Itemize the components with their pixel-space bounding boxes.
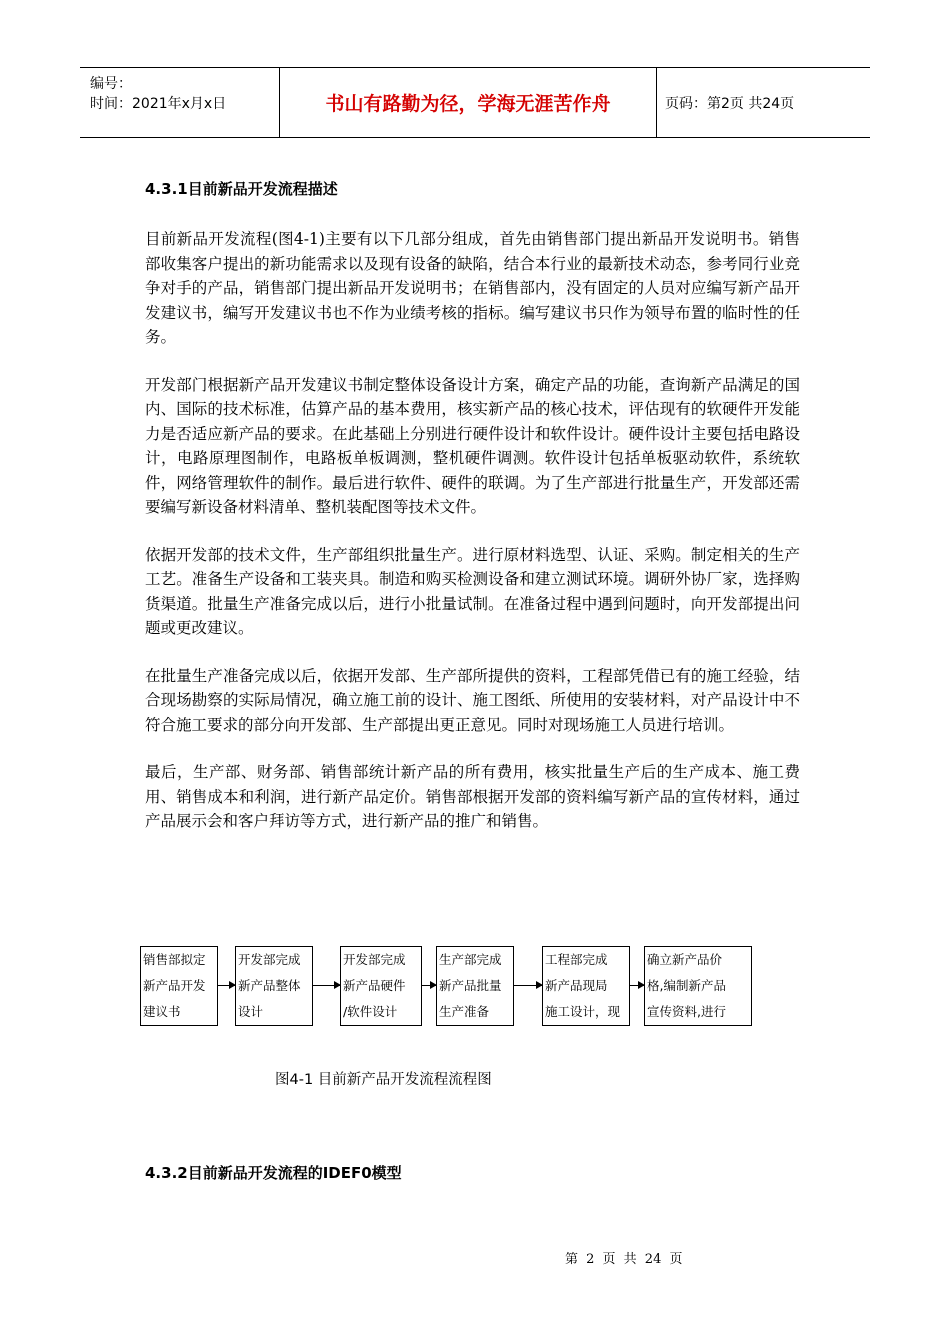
header-motto: 书山有路勤为径，学海无涯苦作舟 — [280, 68, 657, 137]
flow-box-line: 格,编制新产品 — [647, 978, 726, 993]
flow-box-sales — [140, 946, 218, 1026]
flow-box-line: 建议书 — [143, 1004, 181, 1019]
flow-box-line: 新产品硬件 — [343, 978, 406, 993]
section-1-heading: 4.3.1目前新品开发流程描述 — [145, 180, 338, 198]
flow-box-line: 销售部拟定 — [143, 952, 206, 967]
flow-box-line: /软件设计 — [343, 1004, 398, 1019]
flow-box-line: 新产品批量 — [439, 978, 502, 993]
flow-box-line: 新产品开发 — [143, 978, 206, 993]
flow-box-line: 设计 — [238, 1004, 264, 1019]
flow-box-engineering — [542, 946, 630, 1026]
header-meta — [80, 68, 280, 137]
flowchart — [140, 946, 760, 1028]
flow-box-line: 开发部完成 — [343, 952, 406, 967]
paragraph: 开发部门根据新产品开发建议书制定整体设备设计方案，确定产品的功能，查询新产品满足的国内、国际的技术标准，估算产品的基本费用，核实新产品的核心技术，评估现有的软硬件开发能力是否适应新产品的要求。在此基础上分别进行硬件设计和软件设计。硬件设计主要包括电路设计，电路原理图制作，电路板单板调测，整机硬件调测。软件设计包括单板驱动软件，系统软件，网络管理软件的制作。最后进行软件、硬件的联调。为了生产部进行批量生产，开发部还需要编写新设备材料清单、整机装配图等技术文件。 — [145, 375, 800, 516]
flow-box-pricing — [644, 946, 752, 1026]
flow-box-dev-hw-sw — [340, 946, 422, 1026]
flow-arrow — [630, 985, 644, 986]
paragraph: 在批量生产准备完成以后，依据开发部、生产部所提供的资料，工程部凭借已有的施工经验，结合现场勘察的实际局情况，确立施工前的设计、施工图纸、所使用的安装材料，对产品设计中不符合施工要求的部分向开发部、生产部提出更正意见。同时对现场施工人员进行培训。 — [145, 666, 800, 734]
figure-caption: 图4-1 目前新产品开发流程流程图 — [275, 1072, 492, 1088]
flow-box-line: 工程部完成 — [545, 952, 608, 967]
flow-box-line: 新产品现局 — [545, 978, 608, 993]
section-2-heading: 4.3.2目前新品开发流程的IDEF0模型 — [145, 1164, 402, 1182]
header-table — [80, 67, 870, 138]
paragraph: 最后，生产部、财务部、销售部统计新产品的所有费用，核实批量生产后的生产成本、施工费用、销售成本和利润，进行新产品定价。销售部根据开发部的资料编写新产品的宣传材料，通过产品展示会和客户拜访等方式，进行新产品的推广和销售。 — [145, 763, 800, 830]
flow-arrow — [514, 985, 542, 986]
time-label: 时间：2021年x月x日 — [90, 96, 227, 112]
flow-box-line: 新产品整体 — [238, 978, 301, 993]
flow-arrow — [422, 985, 436, 986]
flow-box-line: 宣传资料,进行 — [647, 1004, 726, 1019]
flow-box-line: 生产准备 — [439, 1004, 490, 1019]
paragraph: 目前新品开发流程(图4-1)主要有以下几部分组成，首先由销售部门提出新品开发说明书。销售部收集客户提出的新功能需求以及现有设备的缺陷，结合本行业的最新技术动态，参考同行业竞争对手的产品，销售部门提出新品开发说明书；在销售部内，没有固定的人员对应编写新产品开发建议书，编写开发建议书也不作为业绩考核的指标。编写建议书只作为领导布置的临时性的任务。 — [145, 230, 800, 346]
flow-box-production — [436, 946, 514, 1026]
section-1 — [145, 178, 800, 857]
number-label: 编号： — [90, 76, 132, 92]
header-page-info: 页码：第2页 共24页 — [665, 95, 795, 112]
flow-box-line: 生产部完成 — [439, 952, 502, 967]
page-footer: 第 2 页 共 24 页 — [565, 1252, 683, 1267]
flow-box-line: 施工设计，现 — [545, 1004, 621, 1019]
flow-box-line: 开发部完成 — [238, 952, 301, 967]
flow-box-dev-design — [235, 946, 313, 1026]
flow-arrow — [218, 985, 235, 986]
flow-box-line: 确立新产品价 — [647, 952, 723, 967]
paragraph: 依据开发部的技术文件，生产部组织批量生产。进行原材料选型、认证、采购。制定相关的生产工艺。准备生产设备和工装夹具。制造和购买检测设备和建立测试环境。调研外协厂家，选择购货渠道。批量生产准备完成以后，进行小批量试制。在准备过程中遇到问题时，向开发部提出问题或更改建议。 — [145, 545, 800, 637]
flow-arrow — [313, 985, 340, 986]
